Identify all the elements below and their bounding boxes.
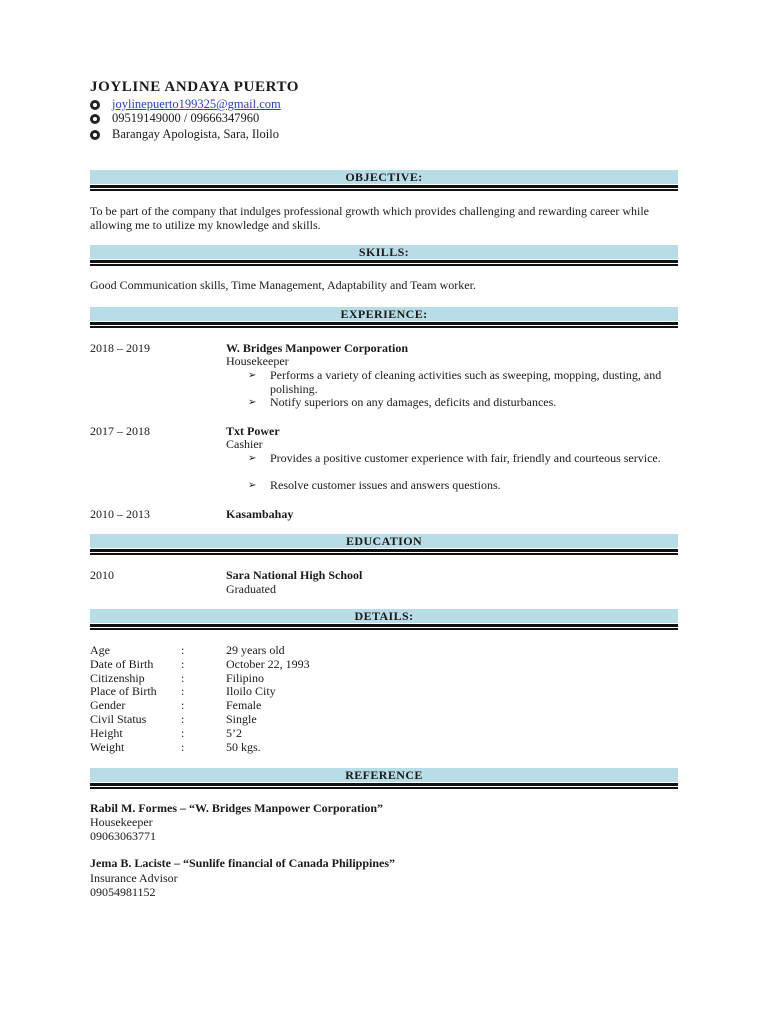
job-bullet: [248, 369, 678, 396]
detail-value: October 22, 1993: [226, 657, 310, 671]
section-rule: [90, 549, 678, 553]
reference-position: Insurance Advisor: [90, 871, 178, 885]
section-rule: [90, 322, 678, 326]
bullet-arrow-icon: ➢: [248, 480, 257, 491]
detail-value: Iloilo City: [226, 684, 276, 698]
phone-row: [90, 111, 259, 126]
section-skills: [90, 245, 678, 259]
detail-colon: :: [181, 671, 185, 685]
bullet-arrow-icon: ➢: [248, 370, 257, 381]
address-row: [90, 127, 279, 142]
job-bullet: [248, 452, 678, 466]
detail-value: 29 years old: [226, 643, 285, 657]
reference-name: Jema B. Laciste: [90, 856, 171, 870]
reference-separator: –: [170, 856, 183, 870]
bullet-text: Performs a variety of cleaning activities such as sweeping, mopping, dusting, and polishing.: [270, 368, 662, 396]
detail-colon: :: [181, 740, 185, 754]
section-rule: [90, 260, 678, 264]
section-title: OBJECTIVE:: [345, 170, 423, 184]
job-bullet: [248, 396, 678, 410]
section-details: [90, 609, 678, 623]
reference-company: “W. Bridges Manpower Corporation”: [188, 801, 383, 815]
section-experience: [90, 307, 678, 321]
location-icon: [90, 130, 100, 140]
job-role: Cashier: [226, 437, 263, 451]
email-row: [90, 97, 281, 112]
detail-colon: :: [181, 726, 185, 740]
section-title: SKILLS:: [358, 245, 410, 259]
reference-heading: [90, 856, 395, 871]
reference-position: Housekeeper: [90, 815, 153, 829]
phone-icon: [90, 114, 100, 124]
job-bullet: [248, 479, 678, 493]
bullet-arrow-icon: ➢: [248, 453, 257, 464]
reference-company: “Sunlife financial of Canada Philippines”: [182, 856, 396, 870]
education-status: Graduated: [226, 582, 276, 596]
section-title: REFERENCE: [345, 768, 423, 782]
section-rule: [90, 185, 678, 189]
detail-value: Filipino: [226, 671, 265, 685]
detail-colon: :: [181, 712, 185, 726]
detail-label: Gender: [90, 698, 126, 712]
email-icon: [90, 100, 100, 110]
job-company: Kasambahay: [226, 507, 294, 521]
detail-colon: :: [181, 698, 185, 712]
detail-colon: :: [181, 643, 185, 657]
section-rule: [90, 624, 678, 628]
applicant-name: JOYLINE ANDAYA PUERTO: [90, 79, 300, 95]
detail-colon: :: [181, 657, 185, 671]
job-company: W. Bridges Manpower Corporation: [226, 341, 409, 355]
skills-text: Good Communication skills, Time Management, Adaptability and Team worker.: [90, 278, 476, 292]
bullet-text: Provides a positive customer experience with fair, friendly and courteous service.: [270, 451, 661, 465]
education-year: 2010: [90, 568, 114, 582]
section-objective: [90, 170, 678, 184]
detail-value: Female: [226, 698, 262, 712]
detail-colon: :: [181, 684, 185, 698]
job-company: Txt Power: [226, 424, 280, 438]
detail-label: Citizenship: [90, 671, 145, 685]
job-years: 2017 – 2018: [90, 424, 150, 438]
detail-label: Weight: [90, 740, 125, 754]
reference-phone: 09063063771: [90, 829, 156, 843]
reference-separator: –: [176, 801, 189, 815]
detail-value: 50 kgs.: [226, 740, 261, 754]
section-rule: [90, 783, 678, 787]
job-role: Housekeeper: [226, 354, 289, 368]
reference-name: Rabil M. Formes: [90, 801, 177, 815]
detail-label: Age: [90, 643, 110, 657]
detail-value: Single: [226, 712, 257, 726]
section-reference: [90, 768, 678, 782]
section-education: [90, 534, 678, 548]
bullet-arrow-icon: ➢: [248, 397, 257, 408]
education-school: Sara National High School: [226, 568, 363, 582]
section-title: EDUCATION: [345, 534, 423, 548]
job-years: 2018 – 2019: [90, 341, 150, 355]
detail-value: 5’2: [226, 726, 242, 740]
section-title: DETAILS:: [354, 609, 414, 623]
phone-text: 09519149000 / 09666347960: [112, 111, 260, 125]
section-title: EXPERIENCE:: [340, 307, 428, 321]
address-text: Barangay Apologista, Sara, Iloilo: [112, 127, 279, 141]
bullet-text: Resolve customer issues and answers questions.: [270, 478, 501, 492]
job-years: 2010 – 2013: [90, 507, 150, 521]
reference-heading: [90, 801, 383, 816]
detail-label: Height: [90, 726, 123, 740]
reference-phone: 09054981152: [90, 885, 156, 899]
detail-label: Civil Status: [90, 712, 147, 726]
objective-text: To be part of the company that indulges professional growth which provides challenging and rewarding career while allowing me to utilize my knowledge and skills.: [90, 204, 649, 232]
detail-label: Date of Birth: [90, 657, 154, 671]
bullet-text: Notify superiors on any damages, deficits and disturbances.: [270, 395, 557, 409]
email-link[interactable]: joylinepuerto199325@gmail.com: [112, 97, 281, 111]
detail-label: Place of Birth: [90, 684, 157, 698]
